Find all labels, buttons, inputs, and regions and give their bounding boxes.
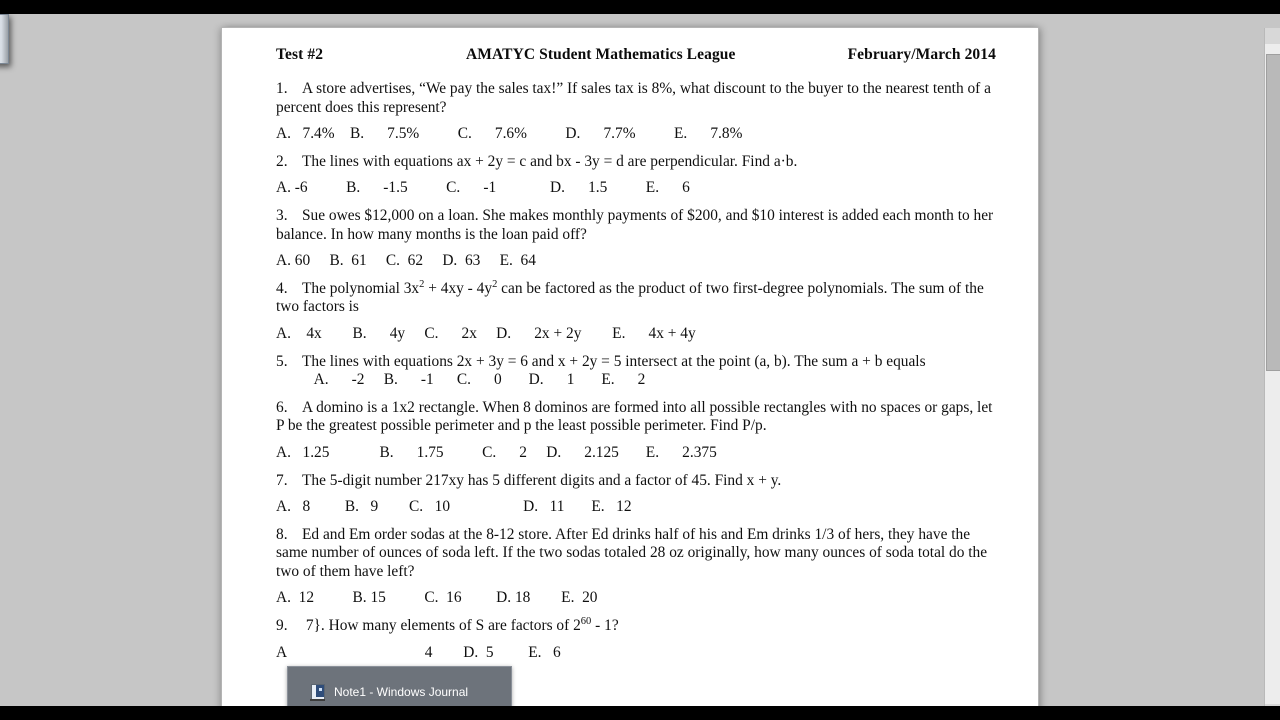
background-window-peek[interactable] xyxy=(0,14,9,64)
problem-2-number: 2. xyxy=(276,152,288,170)
problem-9-text-post: - 1? xyxy=(591,617,619,635)
problem-4-exponent-2: 2 xyxy=(492,278,498,290)
problem-8-choices: A. 12 B. 15 C. 16 D. 18 E. 20 xyxy=(276,589,598,607)
problem-3-text: Sue owes $12,000 on a loan. She makes monthly payments of $200, and $10 interest is added each month to her balance. In how many months is the loan paid off? xyxy=(276,206,994,243)
problem-6-stem xyxy=(276,399,996,436)
problem-7-number: 7. xyxy=(276,471,288,489)
problem-9 xyxy=(276,617,996,662)
problem-3 xyxy=(276,207,996,271)
problem-4-text-post: can be factored as the product of two first-degree polynomials. The sum of the two factors is xyxy=(276,279,984,316)
problem-9-text-pre: 7}. How many elements of S are factors of 2 xyxy=(302,617,581,635)
problem-6-number: 6. xyxy=(276,398,288,416)
taskbar-window-item-label: Note1 - Windows Journal xyxy=(334,684,469,699)
problem-1-number: 1. xyxy=(276,80,288,97)
problem-1-choices: A. 7.4% B. 7.5% C. 7.6% D. 7.7% E. 7.8% xyxy=(276,125,743,143)
problem-4-exponent-1: 2 xyxy=(419,278,425,290)
problem-7 xyxy=(276,472,996,517)
header-date: February/March 2014 xyxy=(847,46,996,63)
problem-5-choices: A. -2 B. -1 C. 0 D. 1 E. 2 xyxy=(276,371,646,389)
problem-4-choices: A. 4x B. 4y C. 2x D. 2x + 2y E. 4x + 4y xyxy=(276,324,696,342)
problem-8-number: 8. xyxy=(276,525,288,543)
problem-6-text: A domino is a 1x2 rectangle. When 8 dominos are formed into all possible rectangles with no spaces or gaps, let P be the greatest possible perimeter and p the least possible perimeter. Find P/p. xyxy=(276,398,993,435)
problem-1 xyxy=(276,80,996,144)
header-title: AMATYC Student Mathematics League xyxy=(466,46,736,63)
problem-9-exponent: 60 xyxy=(580,615,592,627)
problem-4-stem xyxy=(276,280,996,317)
windows-journal-icon xyxy=(310,684,326,700)
problem-5-stem xyxy=(276,353,996,390)
document-page[interactable] xyxy=(222,28,1038,720)
problem-9-number: 9. xyxy=(276,617,288,635)
problem-9-choices: A 4 D. 5 E. 6 xyxy=(276,643,561,661)
document-body xyxy=(222,28,1038,662)
scrollbar-thumb[interactable] xyxy=(1266,54,1280,371)
problem-1-text: A store advertises, “We pay the sales tax!” If sales tax is 8%, what discount to the buyer to the nearest tenth of a percent does this represent? xyxy=(276,80,991,116)
problem-2 xyxy=(276,153,996,198)
header-test-label: Test #2 xyxy=(276,46,324,63)
problem-9-stem xyxy=(276,617,996,636)
letterbox-top xyxy=(0,0,1280,14)
problem-6 xyxy=(276,399,996,463)
problem-3-number: 3. xyxy=(276,206,288,224)
problem-5 xyxy=(276,353,996,390)
problem-4-number: 4. xyxy=(276,279,288,297)
document-header xyxy=(276,46,996,64)
problem-8 xyxy=(276,526,996,608)
problem-2-stem xyxy=(276,153,996,172)
problem-2-choices: A. -6 B. -1.5 C. -1 D. 1.5 E. 6 xyxy=(276,179,690,197)
vertical-scrollbar[interactable] xyxy=(1264,28,1280,720)
problem-4 xyxy=(276,280,996,344)
problem-3-choices: A. 60 B. 61 C. 62 D. 63 E. 64 xyxy=(276,252,536,270)
application-workspace xyxy=(0,14,1280,706)
problem-7-text: The 5-digit number 217xy has 5 different digits and a factor of 45. Find x + y. xyxy=(302,471,782,489)
problem-4-text-mid: + 4xy - 4y xyxy=(424,279,493,297)
problem-5-number: 5. xyxy=(276,352,288,370)
problem-7-stem xyxy=(276,472,996,491)
problem-7-choices: A. 8 B. 9 C. 10 D. 11 E. 12 xyxy=(276,498,632,516)
problem-8-stem xyxy=(276,526,996,582)
problem-8-text: Ed and Em order sodas at the 8-12 store. After Ed drinks half of his and Em drinks 1/3 of hers, they have the same number of ounces of soda left. If the two sodas totaled 28 oz originally, how many ounces of soda total do the two of them have left? xyxy=(276,525,988,580)
problem-1-stem xyxy=(276,80,996,117)
problem-2-text: The lines with equations ax + 2y = c and bx - 3y = d are perpendicular. Find a·b. xyxy=(302,152,798,170)
problem-4-text-pre: The polynomial 3x xyxy=(302,279,420,297)
problem-3-stem xyxy=(276,207,996,244)
problem-5-text: The lines with equations 2x + 3y = 6 and x + 2y = 5 intersect at the point (a, b). The sum a + b equals xyxy=(302,352,926,370)
letterbox-bottom xyxy=(0,706,1280,720)
problem-6-choices: A. 1.25 B. 1.75 C. 2 D. 2.125 E. 2.375 xyxy=(276,443,717,461)
